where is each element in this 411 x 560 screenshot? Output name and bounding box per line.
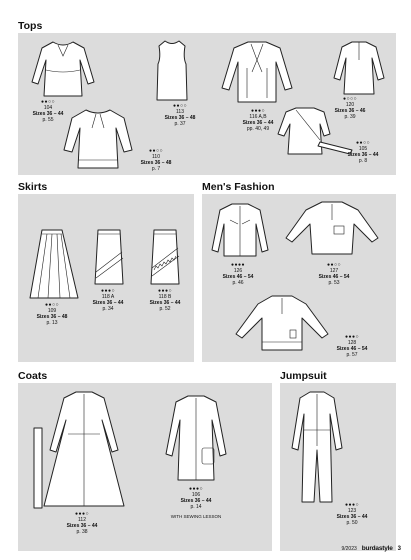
label-106: ●●●○ 106 Sizes 36 – 44 p. 14 [180,486,212,510]
section-title-jumpsuit: Jumpsuit [280,370,327,382]
jumpsuit-123-drawing [290,390,344,506]
label-110: ●●○○ 110 Sizes 36 – 48 p. 7 [140,148,172,172]
label-112: ●●●○ 112 Sizes 36 – 44 p. 38 [66,511,98,535]
skirt-118a-drawing [92,228,126,286]
dress-112-drawing [32,390,136,510]
pullover-127-drawing [284,200,380,258]
label-127: ●●○○ 127 Sizes 46 – 54 p. 53 [318,262,350,286]
section-title-coats: Coats [18,370,48,382]
label-118b: ●●●○ 118 B Sizes 36 – 44 p. 52 [149,288,181,312]
label-105: ●●○○ 105 Sizes 36 – 44 p. 8 [347,140,379,164]
blouse-104-drawing [28,38,98,98]
blouse-116-drawing [218,38,296,104]
shirt-106-drawing [162,394,230,484]
label-106-note: WITH SEWING LESSON [170,514,222,519]
issue-date: 9/2023 [341,546,357,552]
label-109: ●●○○ 109 Sizes 36 – 48 p. 13 [36,302,68,326]
label-116: ●●●○ 116 A,B Sizes 36 – 44 pp. 40, 49 [242,108,274,132]
sweatshirt-128-drawing [234,294,330,354]
label-126: ●●●● 126 Sizes 46 – 54 p. 46 [222,262,254,286]
page-number: 3 [397,546,401,552]
top-113-drawing [152,38,192,102]
section-title-skirts: Skirts [18,181,48,193]
label-113: ●●○○ 113 Sizes 36 – 48 p. 37 [164,103,196,127]
jacket-126-drawing [208,200,272,260]
label-128: ●●●○ 128 Sizes 46 – 54 p. 57 [336,334,368,358]
skirt-109-drawing [28,228,80,302]
label-104: ●●○○ 104 Sizes 36 – 44 p. 55 [32,99,64,123]
sweater-110-drawing [62,104,134,172]
skirt-118b-drawing [148,228,182,286]
label-120: ●○○○ 120 Sizes 36 – 46 p. 39 [334,96,366,120]
label-123: ●●●○ 123 Sizes 36 – 44 p. 50 [336,502,368,526]
top-120-drawing [332,38,386,96]
brand-logo: burdastyle [361,545,393,552]
page-footer [341,545,401,552]
label-118a: ●●●○ 118 A Sizes 36 – 44 p. 34 [92,288,124,312]
section-title-mens-fashion: Men's Fashion [202,181,275,193]
section-title-tops: Tops [18,20,43,32]
